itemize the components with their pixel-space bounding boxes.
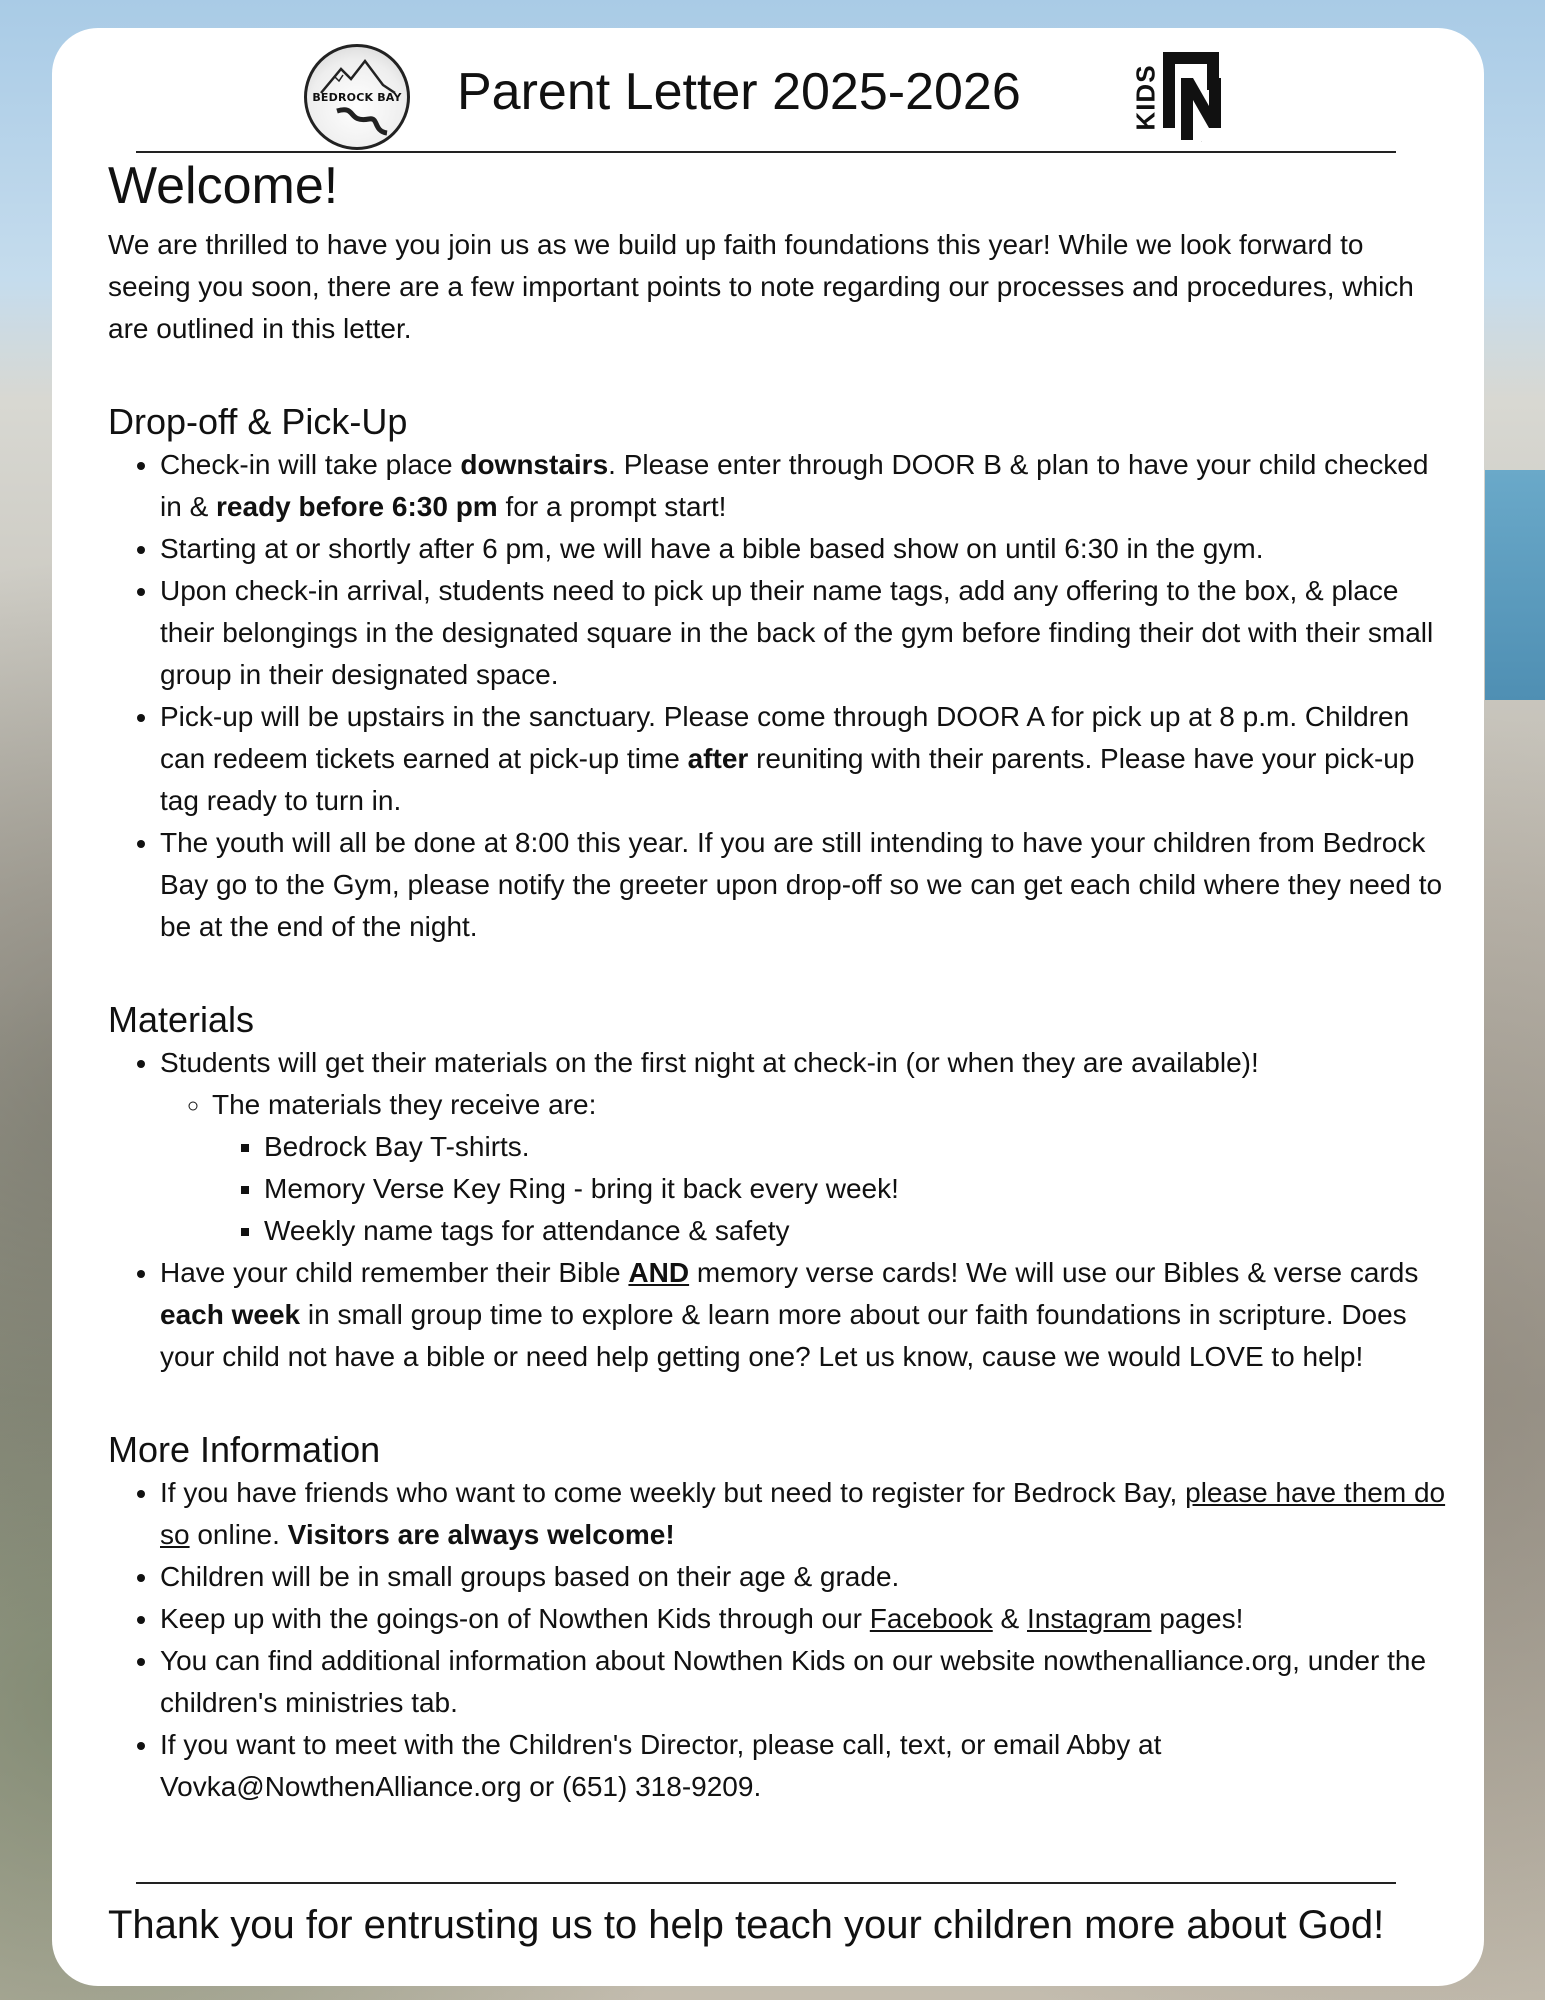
welcome-heading: Welcome! [108,157,339,215]
list-item: • Keep up with the goings-on of Nowthen Kids through our Facebook & Instagram pages! [160,1598,1448,1640]
header [52,34,1484,158]
thanks-text: Thank you for entrusting us to help teach your children more about God! [108,1903,1385,1947]
kids-logo-letter: N [1201,142,1202,143]
register-link[interactable]: please have them do so [160,1477,1446,1550]
more-info-section [108,1428,1448,1808]
welcome-text: We are thrilled to have you join us as we build up faith foundations this year! While we look forward to seeing you soon, there are a few important points to note regarding our processes and procedures, which are outlined in this letter. [108,229,1414,344]
list-item: • Pick-up will be upstairs in the sanctuary. Please come through DOOR A for pick up at 8 p.m. Children can redeem tickets earned at pick-up time after reuniting with their parents. Please have your pick-up tag ready to turn in. [160,696,1448,822]
materials-section [108,998,1448,1378]
dropoff-section [108,400,1448,948]
list-item: • Children will be in small groups based on their age & grade. [160,1556,1448,1598]
letter-body [108,156,1448,1808]
bottom-divider [136,1882,1396,1884]
kids-n-icon [1127,46,1247,146]
list-item: ▪ Memory Verse Key Ring - bring it back every week! [264,1168,1448,1210]
kids-logo-text: KIDS [1130,64,1161,131]
list-item: • You can find additional information about Nowthen Kids on our website nowthenalliance.org, under the children's ministries tab. [160,1640,1448,1724]
list-item: • Check-in will take place downstairs. Please enter through DOOR B & plan to have your child checked in & ready before 6:30 pm for a prompt start! [160,444,1448,528]
page-title: Parent Letter 2025-2026 [457,63,1021,121]
list-item: ▪ Weekly name tags for attendance & safety [264,1210,1448,1252]
materials-heading: Materials [108,999,255,1040]
list-item: • If you want to meet with the Children's Director, please call, text, or email Abby at Vovka@NowthenAlliance.org or (651) 318-9209. [160,1724,1448,1808]
kids-logo [1127,46,1247,146]
list-item: • Have your child remember their Bible AND memory verse cards! We will use our Bibles & verse cards each week in small group time to explore & learn more about our faith foundations in scripture. Does your child not have a bible or need help getting one? Let us know, cause we would LOVE to help! [160,1252,1448,1378]
top-divider [136,151,1396,153]
list-item: ◦ The materials they receive are: ▪ Bedrock Bay T-shirts. ▪ Memory Verse Key Ring - bring it back every week! ▪ Weekly name tags for attendance & safety [212,1084,1448,1252]
list-item: ▪ Bedrock Bay T-shirts. [264,1126,1448,1168]
list-item: • The youth will all be done at 8:00 this year. If you are still intending to have your children from Bedrock Bay go to the Gym, please notify the greeter upon drop-off so we can get each child where they need to be at the end of the night. [160,822,1448,948]
list-item: • If you have friends who want to come weekly but need to register for Bedrock Bay, please have them do so online. Visitors are always welcome! [160,1472,1448,1556]
bedrock-bay-logo [304,44,410,150]
instagram-link[interactable]: Instagram [1027,1603,1152,1634]
background-sea [1485,470,1545,700]
list-item: • Students will get their materials on the first night at check-in (or when they are available)! ◦ The materials they receive are: ▪ Bedrock Bay T-shirts. ▪ Memory Verse Key Ring - bring it back every week! ▪ Weekly name tags for attendance & safety [160,1042,1448,1252]
letter-panel [52,28,1484,1986]
logo-text: BEDROCK BAY [312,91,402,104]
facebook-link[interactable]: Facebook [869,1603,993,1634]
dropoff-heading: Drop-off & Pick-Up [108,401,408,442]
list-item: • Upon check-in arrival, students need to pick up their name tags, add any offering to the box, & place their belongings in the designated square in the back of the gym before finding their dot with their small group in their designated space. [160,570,1448,696]
list-item: • Starting at or shortly after 6 pm, we will have a bible based show on until 6:30 in the gym. [160,528,1448,570]
more-info-heading: More Information [108,1429,381,1470]
